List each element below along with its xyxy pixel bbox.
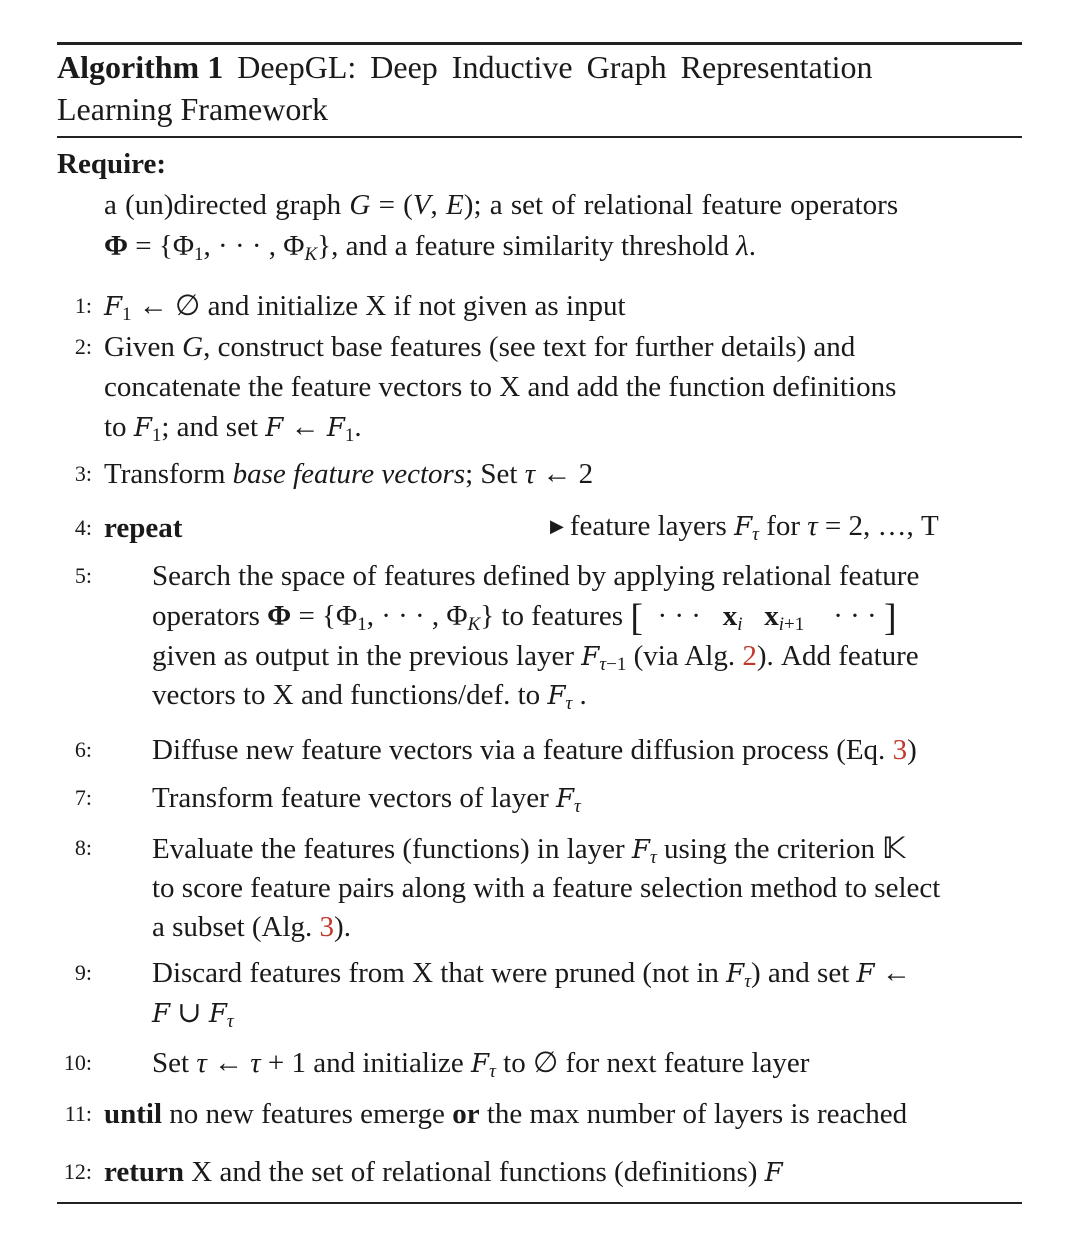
step-number: 6:: [74, 737, 92, 762]
mid-rule: [57, 136, 1022, 138]
require-line-1: a (un)directed graph G = (V, E); a set of relational feature operators: [104, 189, 899, 221]
top-rule: [57, 42, 1022, 45]
step-11-text: until no new features emerge or the max number of layers is reached: [104, 1098, 908, 1130]
step-5-line-2: operators $\Phi = \{\Phi_1$, · · · , $\Phi_K$} to features [ · · · $x_i$ $x_{i+1}$ · · · ]: [152, 597, 897, 639]
step-8-line-1: Evaluate the features (functions) in layer $F_\tau$ using the criterion 𝕂: [152, 831, 906, 868]
algorithm-title-line1: DeepGL: Deep Inductive Graph Representation: [237, 49, 873, 85]
require-line-2: $\Phi = \{\Phi_1$, · · · , $\Phi_K$}, and a feature similarity threshold λ.: [104, 230, 756, 265]
step-4-repeat: repeat: [104, 512, 183, 544]
algorithm-title: [57, 46, 1022, 130]
step-number: 10:: [63, 1050, 92, 1075]
step-8-line-2: to score feature pairs along with a feature selection method to select: [152, 872, 941, 904]
step-number: 11:: [64, 1101, 92, 1126]
step-4-comment: ▶ feature layers $F_\tau$ for τ = 2, …, T: [550, 510, 939, 545]
step-5-line-4: vectors to X and functions/def. to $F_\tau$ .: [152, 679, 587, 714]
step-7-text: Transform feature vectors of layer $F_\tau$: [152, 782, 581, 817]
step-number: 9:: [74, 960, 92, 985]
step-number: 2:: [74, 334, 92, 359]
step-12-text: return X and the set of relational functions (definitions) F: [104, 1156, 783, 1188]
algorithm-label: Algorithm 1: [57, 49, 224, 85]
step-2-line-3: to $F_1$; and set F ← $F_1$.: [104, 411, 362, 446]
step-number: 5:: [74, 563, 92, 588]
step-8-line-3: a subset (Alg. 3).: [152, 911, 351, 943]
step-number: 8:: [74, 835, 92, 860]
step-number: 3:: [74, 461, 92, 486]
triangle-right-icon: ▶: [550, 516, 564, 536]
bottom-rule: [57, 1202, 1022, 1204]
algorithm-title-line2: Learning Framework: [57, 91, 329, 127]
step-1-text: $F_1$ ← ∅ and initialize X if not given as input: [104, 290, 626, 325]
step-2-line-1: Given G, construct base features (see text for further details) and: [104, 331, 856, 363]
step-10-text: Set τ ← τ + 1 and initialize $F_\tau$ to ∅ for next feature layer: [152, 1047, 810, 1082]
step-number: 1:: [74, 293, 92, 318]
step-number: 7:: [74, 785, 92, 810]
step-6-text: Diffuse new feature vectors via a feature diffusion process (Eq. 3): [152, 734, 917, 766]
step-5-line-3: given as output in the previous layer $F_{\tau-1}$ (via Alg. 2). Add feature: [152, 640, 919, 675]
require-label: Require:: [57, 148, 167, 180]
step-9-line-1: Discard features from X that were pruned (not in $F_\tau$) and set F ←: [152, 957, 911, 992]
step-3-text: Transform base feature vectors; Set τ ← 2: [104, 458, 594, 490]
step-number: 12:: [63, 1159, 92, 1184]
step-5-line-1: Search the space of features defined by applying relational feature: [152, 560, 920, 592]
step-2-line-2: concatenate the feature vectors to X and add the function definitions: [104, 371, 897, 403]
step-9-line-2: F ∪ $F_\tau$: [152, 997, 234, 1032]
step-number: 4:: [74, 515, 92, 540]
